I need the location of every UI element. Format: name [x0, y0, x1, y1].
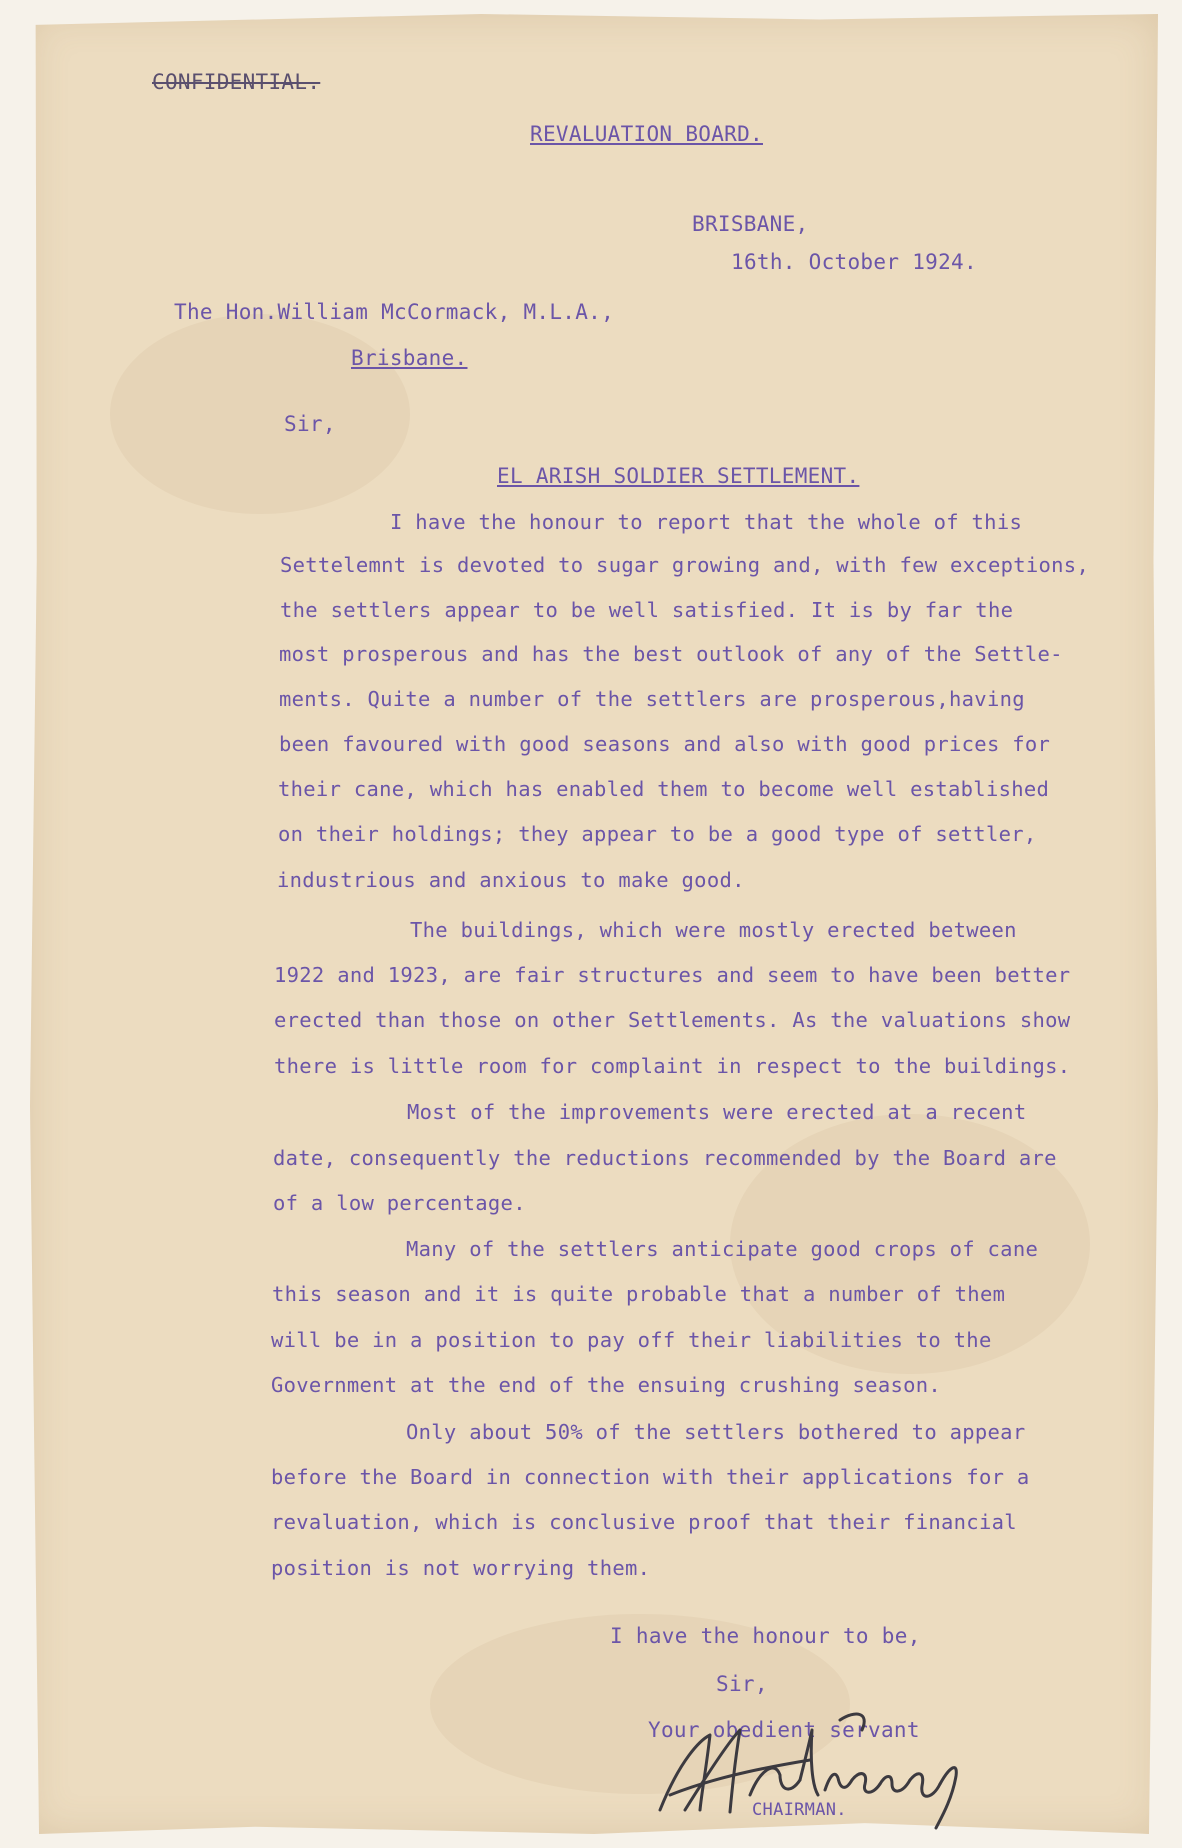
paper-stain	[110, 314, 410, 514]
closing-servant: Your obedient servant	[648, 1718, 920, 1742]
body-line: there is little room for complaint in respect to the buildings.	[274, 1054, 1071, 1078]
body-line: Many of the settlers anticipate good crops of cane	[406, 1237, 1039, 1261]
body-line: their cane, which has enabled them to become well established	[278, 777, 1050, 801]
letter-place: BRISBANE,	[692, 212, 809, 236]
body-line: ments. Quite a number of the settlers are prosperous,having	[279, 687, 1025, 711]
classification-mark: CONFIDENTIAL.	[152, 70, 321, 94]
salutation: Sir,	[284, 412, 336, 436]
addressee-name: The Hon.William McCormack, M.L.A.,	[174, 300, 615, 324]
body-line: erected than those on other Settlements. As the valuations show	[274, 1008, 1071, 1032]
board-heading: REVALUATION BOARD.	[530, 122, 763, 146]
body-line: most prosperous and has the best outlook of any of the Settle-	[279, 642, 1063, 666]
closing-sir: Sir,	[716, 1672, 768, 1696]
signatory-title: CHAIRMAN.	[752, 1800, 847, 1820]
handwritten-signature	[640, 1700, 980, 1830]
body-line: Most of the improvements were erected at a recent	[407, 1100, 1027, 1124]
body-line: The buildings, which were mostly erected between	[410, 918, 1017, 942]
addressee-city: Brisbane.	[351, 346, 468, 370]
body-line: Settelemnt is devoted to sugar growing and, with few exceptions,	[280, 553, 1090, 577]
body-line: position is not worrying them.	[271, 1556, 651, 1580]
body-line: 1922 and 1923, are fair structures and seem to have been better	[274, 963, 1071, 987]
body-line: been favoured with good seasons and also with good prices for	[279, 732, 1051, 756]
body-line: this season and it is quite probable that a number of them	[272, 1282, 1006, 1306]
body-line: date, consequently the reductions recommended by the Board are	[273, 1146, 1057, 1170]
body-line: on their holdings; they appear to be a good type of settler,	[278, 822, 1037, 846]
body-line: industrious and anxious to make good.	[277, 868, 745, 892]
body-line: Only about 50% of the settlers bothered to appear	[406, 1420, 1026, 1444]
body-line: Government at the end of the ensuing crushing season.	[271, 1373, 942, 1397]
body-line: will be in a position to pay off their liabilities to the	[271, 1328, 992, 1352]
closing-line: I have the honour to be,	[610, 1624, 921, 1648]
body-line: before the Board in connection with their applications for a	[271, 1465, 1030, 1489]
letter-date: 16th. October 1924.	[731, 250, 977, 274]
body-line: revaluation, which is conclusive proof that their financial	[271, 1510, 1017, 1534]
body-line: the settlers appear to be well satisfied. It is by far the	[280, 598, 1014, 622]
body-line: of a low percentage.	[273, 1191, 526, 1215]
subject-heading: EL ARISH SOLDIER SETTLEMENT.	[497, 464, 860, 488]
body-line: I have the honour to report that the whole of this	[390, 510, 1023, 534]
